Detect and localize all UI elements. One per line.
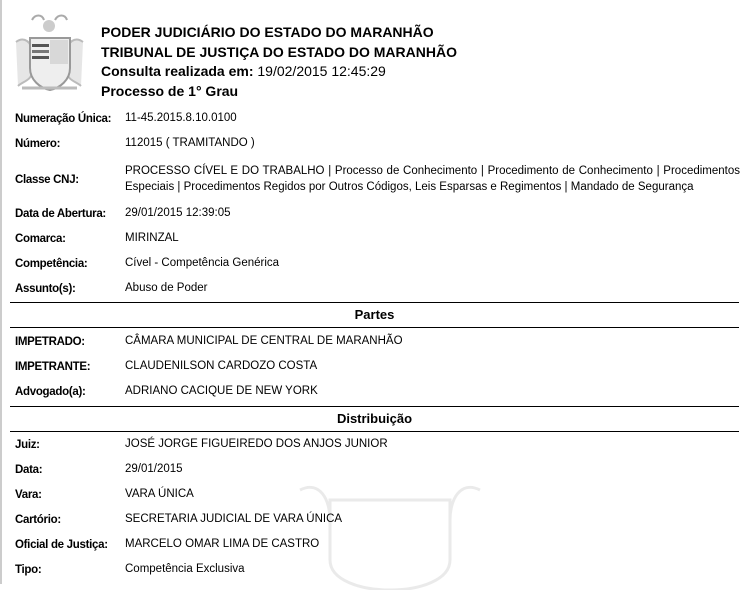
header-title-2: TRIBUNAL DE JUSTIÇA DO ESTADO DO MARANHÃO [101,43,457,60]
distribution-label: Data: [15,464,43,476]
consulta-value: 19/02/2015 12:45:29 [257,63,386,79]
field-data-abertura [15,206,740,222]
party-value: ADRIANO CACIQUE DE NEW YORK [125,385,318,398]
distribution-label: Vara: [15,489,42,501]
distribution-row [15,487,740,503]
party-label: IMPETRADO: [15,336,85,348]
field-numeracao-unica [15,111,740,127]
party-value: CLAUDENILSON CARDOZO COSTA [125,360,318,373]
distribution-value: SECRETARIA JUDICIAL DE VARA ÚNICA [125,513,343,526]
distribution-label: Tipo: [15,564,42,576]
distribution-label: Juiz: [15,439,40,451]
field-label: Competência: [15,258,88,270]
section-distribuicao-header: Distribuição [10,406,739,432]
party-row [15,334,740,350]
distribution-value: MARCELO OMAR LIMA DE CASTRO [125,538,320,551]
field-value: Abuso de Poder [125,282,208,295]
field-competencia [15,256,740,272]
distribution-value: 29/01/2015 [125,463,183,476]
page-left-border [0,0,2,584]
field-comarca [15,231,740,247]
distribution-row [15,512,740,528]
field-label: Classe CNJ: [15,173,79,186]
field-value: PROCESSO CÍVEL E DO TRABALHO | Processo de Conhecimento | Procedimento de Conhecimento | Procedimentos Especiais | Procedimentos Regidos por Outros Códigos, Leis Esparsas e Regimentos | Mandado de Segurança [125,165,740,193]
field-value: 11-45.2015.8.10.0100 [125,112,237,125]
party-row [15,359,740,375]
field-value: MIRINZAL [125,232,179,245]
field-value: 29/01/2015 12:39:05 [125,207,231,220]
field-label: Assunto(s): [15,283,76,295]
distribution-row [15,562,740,578]
section-partes-header: Partes [10,302,739,328]
consulta-line [101,62,457,82]
distribution-label: Oficial de Justiça: [15,539,108,551]
field-assuntos [15,281,740,297]
field-value: Cível - Competência Genérica [125,257,280,270]
field-classe-cnj [15,156,740,203]
coat-of-arms-logo [12,12,87,92]
field-value: 112015 ( TRAMITANDO ) [125,137,255,150]
distribution-value: JOSÉ JORGE FIGUEIREDO DOS ANJOS JUNIOR [125,438,388,451]
distribution-row [15,462,740,478]
party-value: CÂMARA MUNICIPAL DE CENTRAL DE MARANHÃO [125,335,403,348]
distribution-value: Competência Exclusiva [125,563,245,576]
distribution-row [15,537,740,553]
field-label: Numeração Única: [15,113,112,125]
process-grade: Processo de 1° Grau [101,82,239,99]
party-row [15,384,740,400]
field-label: Data de Abertura: [15,208,106,220]
consulta-label: Consulta realizada em: [101,63,254,79]
party-label: IMPETRANTE: [15,361,91,373]
distribution-label: Cartório: [15,514,61,526]
field-numero [15,136,740,152]
header-title-1: PODER JUDICIÁRIO DO ESTADO DO MARANHÃO [101,24,434,40]
field-label: Comarca: [15,233,66,245]
field-label: Número: [15,138,61,150]
party-label: Advogado(a): [15,386,86,398]
page-header [10,8,749,98]
distribution-row [15,437,740,453]
distribution-value: VARA ÚNICA [125,488,194,501]
